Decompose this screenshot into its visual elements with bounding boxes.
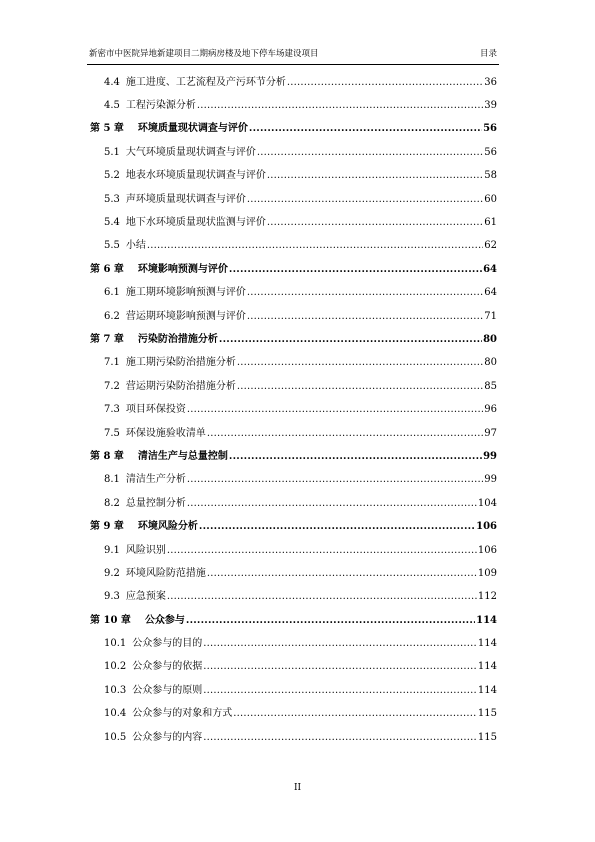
toc-entry-page: 114 <box>477 638 497 650</box>
toc-entry-page: 56 <box>484 146 497 158</box>
toc-entry-title: 环境风险分析 <box>137 521 198 533</box>
toc-entry-title: 小结 <box>125 240 146 252</box>
toc-entry-title: 地表水环境质量现状调查与评价 <box>125 170 266 182</box>
toc-section-entry[interactable] <box>87 656 499 679</box>
toc-entry-title: 工程污染源分析 <box>125 100 196 112</box>
toc-entry-page: 99 <box>483 450 497 462</box>
toc-entry-number: 6.1 <box>104 287 120 299</box>
toc-chapter-entry[interactable] <box>87 328 499 351</box>
toc-entry-title: 公众参与的目的 <box>132 638 203 650</box>
toc-entry-page: 71 <box>484 310 497 322</box>
toc-entry-title: 营运期污染防治措施分析 <box>125 380 236 392</box>
toc-entry-title: 公众参与的对象和方式 <box>132 708 233 720</box>
toc-dot-leader <box>237 356 483 370</box>
header-divider <box>87 64 499 65</box>
toc-entry-page: 56 <box>483 123 497 135</box>
toc-entry-page: 112 <box>477 591 497 603</box>
toc-section-entry[interactable] <box>87 726 499 749</box>
toc-dot-leader <box>237 380 483 394</box>
toc-dot-leader <box>219 333 482 347</box>
toc-entry-number: 8.1 <box>104 474 120 486</box>
toc-entry-number: 5.5 <box>104 240 120 252</box>
toc-dot-leader <box>187 403 483 417</box>
toc-entry-page: 106 <box>476 521 497 533</box>
toc-entry-title: 声环境质量现状调查与评价 <box>125 193 246 205</box>
toc-dot-leader <box>267 216 483 230</box>
toc-entry-number: 6.2 <box>104 310 120 322</box>
toc-entry-number: 9.1 <box>104 544 120 556</box>
toc-dot-leader <box>229 450 482 464</box>
toc-entry-title: 总量控制分析 <box>125 497 186 509</box>
toc-entry-number: 10.2 <box>104 661 127 673</box>
toc-dot-leader <box>203 660 477 674</box>
toc-entry-title: 污染防治措施分析 <box>137 333 218 345</box>
page-number: II <box>293 783 302 793</box>
toc-section-entry[interactable] <box>87 469 499 492</box>
toc-dot-leader <box>187 497 477 511</box>
toc-entry-page: 80 <box>483 333 497 345</box>
toc-section-entry[interactable] <box>87 679 499 702</box>
toc-entry-number: 第 10 章 <box>90 614 131 626</box>
toc-entry-page: 99 <box>484 474 497 486</box>
toc-dot-leader <box>203 684 477 698</box>
toc-entry-number: 第 9 章 <box>90 521 124 533</box>
toc-entry-number: 7.5 <box>104 427 120 439</box>
toc-chapter-entry[interactable] <box>87 118 499 141</box>
toc-entry-page: 58 <box>484 170 497 182</box>
toc-entry-title: 环境质量现状调查与评价 <box>137 123 248 135</box>
toc-section-entry[interactable] <box>87 282 499 305</box>
toc-entry-page: 39 <box>484 100 497 112</box>
toc-entry-page: 114 <box>477 684 497 696</box>
toc-entry-page: 64 <box>483 263 497 275</box>
toc-entry-page: 106 <box>477 544 497 556</box>
document-title: 新密市中医院异地新建项目二期病房楼及地下停车场建设项目 <box>89 49 319 59</box>
toc-entry-page: 115 <box>477 731 497 743</box>
toc-entry-number: 第 7 章 <box>90 333 124 345</box>
toc-dot-leader <box>267 169 483 183</box>
toc-entry-title: 公众参与的原则 <box>132 684 203 696</box>
toc-entry-number: 10.5 <box>104 731 127 743</box>
toc-dot-leader <box>229 263 482 277</box>
toc-section-entry[interactable] <box>87 305 499 328</box>
toc-entry-title: 环境风险防范措施 <box>125 567 206 579</box>
toc-section-entry[interactable] <box>87 211 499 234</box>
toc-dot-leader <box>233 707 477 721</box>
toc-dot-leader <box>247 310 483 324</box>
toc-entry-title: 清洁生产分析 <box>125 474 186 486</box>
toc-dot-leader <box>247 193 483 207</box>
section-name: 目录 <box>479 49 497 59</box>
toc-entry-number: 10.4 <box>104 708 127 720</box>
toc-dot-leader <box>249 122 482 136</box>
toc-section-entry[interactable] <box>87 141 499 164</box>
toc-dot-leader <box>147 239 483 253</box>
toc-entry-page: 109 <box>477 567 497 579</box>
toc-chapter-entry[interactable] <box>87 258 499 281</box>
toc-dot-leader <box>203 637 477 651</box>
toc-entry-page: 62 <box>484 240 497 252</box>
toc-entry-title: 地下水环境质量现状监测与评价 <box>125 217 266 229</box>
toc-entry-page: 104 <box>477 497 497 509</box>
toc-section-entry[interactable] <box>87 352 499 375</box>
toc-entry-number: 5.1 <box>104 146 120 158</box>
toc-entry-title: 项目环保投资 <box>125 404 186 416</box>
toc-entry-title: 营运期环境影响预测与评价 <box>125 310 246 322</box>
toc-entry-title: 公众参与的依据 <box>132 661 203 673</box>
table-of-contents <box>87 71 499 749</box>
toc-entry-title: 环境影响预测与评价 <box>137 263 228 275</box>
toc-section-entry[interactable] <box>87 375 499 398</box>
toc-dot-leader <box>167 544 477 558</box>
toc-entry-title: 大气环境质量现状调查与评价 <box>125 146 256 158</box>
toc-entry-page: 60 <box>484 193 497 205</box>
toc-entry-page: 114 <box>477 661 497 673</box>
toc-entry-number: 4.5 <box>104 100 120 112</box>
toc-section-entry[interactable] <box>87 539 499 562</box>
toc-entry-page: 64 <box>484 287 497 299</box>
toc-entry-number: 第 5 章 <box>90 123 124 135</box>
toc-entry-number: 9.2 <box>104 567 120 579</box>
toc-section-entry[interactable] <box>87 398 499 421</box>
toc-dot-leader <box>247 286 483 300</box>
toc-section-entry[interactable] <box>87 562 499 585</box>
toc-entry-page: 114 <box>476 614 497 626</box>
toc-section-entry[interactable] <box>87 492 499 515</box>
toc-entry-number: 10.1 <box>104 638 127 650</box>
toc-entry-title: 施工期环境影响预测与评价 <box>125 287 246 299</box>
toc-entry-title: 环保设施验收清单 <box>125 427 206 439</box>
toc-entry-title: 应急预案 <box>125 591 166 603</box>
toc-entry-number: 7.3 <box>104 404 120 416</box>
toc-entry-page: 97 <box>484 427 497 439</box>
toc-entry-title: 施工进度、工艺流程及产污环节分析 <box>125 76 286 88</box>
toc-entry-number: 8.2 <box>104 497 120 509</box>
toc-chapter-entry[interactable] <box>87 609 499 632</box>
toc-entry-number: 10.3 <box>104 684 127 696</box>
toc-dot-leader <box>199 520 475 534</box>
toc-entry-page: 96 <box>484 404 497 416</box>
toc-entry-number: 5.2 <box>104 170 120 182</box>
toc-entry-number: 7.1 <box>104 357 120 369</box>
toc-entry-title: 公众参与 <box>144 614 185 626</box>
toc-dot-leader <box>207 567 477 581</box>
toc-chapter-entry[interactable] <box>87 445 499 468</box>
toc-entry-title: 清洁生产与总量控制 <box>137 450 228 462</box>
toc-section-entry[interactable] <box>87 422 499 445</box>
toc-section-entry[interactable] <box>87 71 499 94</box>
toc-section-entry[interactable] <box>87 703 499 726</box>
toc-section-entry[interactable] <box>87 632 499 655</box>
page-header <box>87 47 499 63</box>
toc-entry-page: 80 <box>484 357 497 369</box>
toc-section-entry[interactable] <box>87 188 499 211</box>
toc-dot-leader <box>186 614 475 628</box>
toc-entry-page: 61 <box>484 217 497 229</box>
toc-entry-number: 第 8 章 <box>90 450 124 462</box>
toc-entry-page: 85 <box>484 380 497 392</box>
toc-entry-page: 36 <box>484 76 497 88</box>
toc-dot-leader <box>197 99 483 113</box>
toc-entry-page: 115 <box>477 708 497 720</box>
toc-entry-title: 施工期污染防治措施分析 <box>125 357 236 369</box>
toc-dot-leader <box>207 427 483 441</box>
toc-entry-number: 7.2 <box>104 380 120 392</box>
toc-dot-leader <box>287 76 483 90</box>
toc-entry-number: 5.4 <box>104 217 120 229</box>
toc-section-entry[interactable] <box>87 165 499 188</box>
toc-entry-title: 风险识别 <box>125 544 166 556</box>
toc-dot-leader <box>203 731 477 745</box>
toc-chapter-entry[interactable] <box>87 515 499 538</box>
toc-dot-leader <box>257 146 483 160</box>
toc-entry-number: 5.3 <box>104 193 120 205</box>
toc-section-entry[interactable] <box>87 235 499 258</box>
toc-entry-number: 9.3 <box>104 591 120 603</box>
toc-entry-number: 第 6 章 <box>90 263 124 275</box>
toc-section-entry[interactable] <box>87 94 499 117</box>
toc-entry-number: 4.4 <box>104 76 120 88</box>
toc-dot-leader <box>167 590 477 604</box>
toc-section-entry[interactable] <box>87 586 499 609</box>
toc-entry-title: 公众参与的内容 <box>132 731 203 743</box>
toc-dot-leader <box>187 473 483 487</box>
